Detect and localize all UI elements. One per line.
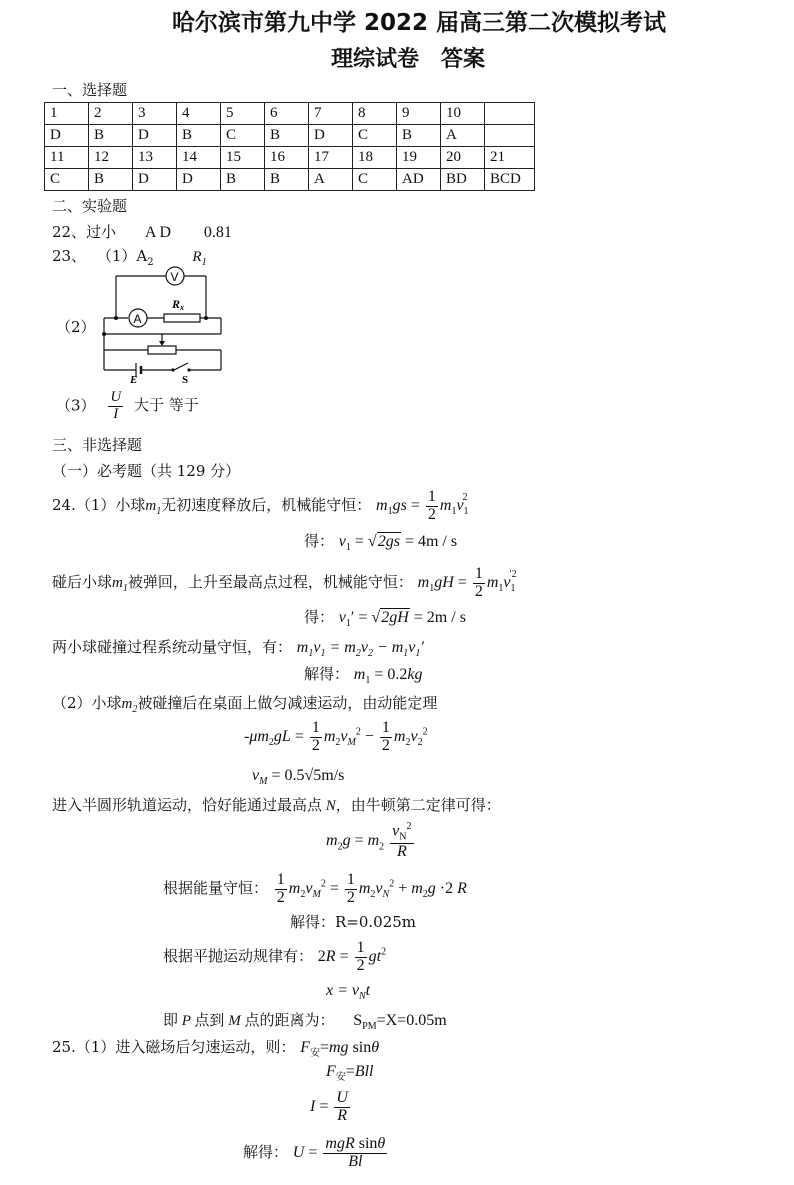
rx-label: Rx <box>172 297 185 312</box>
section-experiment: 二、实验题 <box>52 197 128 215</box>
q23-p2-label: （2） <box>56 318 96 336</box>
q22-label: 22、过小 <box>52 223 117 241</box>
switch-label: S <box>182 374 189 384</box>
q23-line3: （3） $\frac{U}{I}$ 大于 等于 <box>56 389 199 422</box>
q23-r1: $R_1$ <box>192 249 207 268</box>
q22-line <box>52 221 232 242</box>
table-row: C B D D B B A C AD BD BCD <box>45 169 535 191</box>
q24-line8: 进入半圆形轨道运动，恰好能通过最高点 N，由牛顿第二定律可得： <box>52 796 501 814</box>
q24-x-eq: $x = v_Nt$ <box>326 982 371 1003</box>
ammeter-label: A <box>133 312 142 326</box>
q24-energy-eq: $-\mu m_2gL$ = $\frac{1}{2}$ $m_2v_M^2$ − $\frac{1}{2}$ $m_2v_2^2$ <box>244 719 428 754</box>
q24-line1: 24.（1）小球$m_1$无初速度释放后，机械能守恒： $m_1gs$ = $\frac{1}{2}$ $m_1v_1^2$ <box>52 488 469 523</box>
voltmeter-label: V <box>170 270 179 284</box>
q24-pm: 即 P 点到 M 点的距离为： $S_{PM}=X=0.05m$ <box>163 1011 447 1033</box>
section-choice: 一、选择题 <box>52 81 128 99</box>
q24-m1: 解得： $m_1 = 0.2kg$ <box>304 665 423 687</box>
q23-p1: $(1)A_2$ <box>96 247 154 268</box>
q24-momentum: 两小球碰撞过程系统动量守恒，有： $m_1v_1 = m_2v_2 - m_1v_1'$ <box>52 638 424 660</box>
q24-v1p: 得： $v_1' = √2gH = 2m / s$ <box>304 608 466 630</box>
q24-part2: （2）小球$m_2$被碰撞后在桌面上做匀减速运动，由动能定理 <box>52 694 438 715</box>
battery-label: E <box>130 374 138 384</box>
answer-table <box>44 102 535 191</box>
q23-label: 23、 <box>52 247 87 265</box>
q25-f-eq: $F_安=Bll$ <box>326 1063 374 1084</box>
u-over-i: $\frac{U}{I}$ <box>110 389 122 422</box>
table-row: 11 12 13 14 15 16 17 18 19 20 21 <box>45 147 535 169</box>
q24-vm: $v_M = 0.5√5m/s$ <box>252 767 345 788</box>
section-nonchoice: 三、非选择题 <box>52 436 143 454</box>
q25-line1: 25.（1）进入磁场后匀速运动，则： $F_安=mg$ sinθ <box>52 1038 380 1060</box>
table-row: 1 2 3 4 5 6 7 8 9 10 <box>45 103 535 125</box>
q22-ans1: A D <box>144 224 172 241</box>
q24-projectile: 根据平抛运动规律有： 2R = $\frac{1}{2}$ $gt^2$ <box>163 939 387 974</box>
circuit-diagram <box>96 262 231 384</box>
q24-v1: 得： $v_1 = √2gs = 4m / s$ <box>304 532 458 554</box>
q24-energy2: 根据能量守恒： $\frac{1}{2}$ $m_2v_M^2$ = $\frac{1}{2}$ $m_2v_N^2 + m_2g \cdot 2$ R <box>163 871 467 906</box>
page-title: 哈尔滨市第九中学 2022 届高三第二次模拟考试 <box>172 10 667 36</box>
q25-i-eq: I = $\frac{U}{R}$ <box>310 1089 348 1124</box>
q25-u-eq: 解得： U = $\frac{\text{mgR sinθ}}{Bl}$ <box>243 1135 386 1170</box>
table-row: D B D B C B D C B A <box>45 125 535 147</box>
q22-ans2: 0.81 <box>203 224 232 241</box>
page-subtitle: 理综试卷 答案 <box>331 47 486 72</box>
q24-newton-eq: $m_2g = m_2$ $\frac{v_N^2}{R}$ <box>326 821 412 861</box>
q24-line3: 碰后小球$m_1$被弹回，上升至最高点过程，机械能守恒： $m_1gH$ = $\frac{1}{2}$ $m_1v_1^{'2}$ <box>52 565 517 600</box>
section-required: （一）必考题（共 129 分） <box>52 462 241 480</box>
q24-r-val: 解得：R=0.025m <box>290 913 417 931</box>
